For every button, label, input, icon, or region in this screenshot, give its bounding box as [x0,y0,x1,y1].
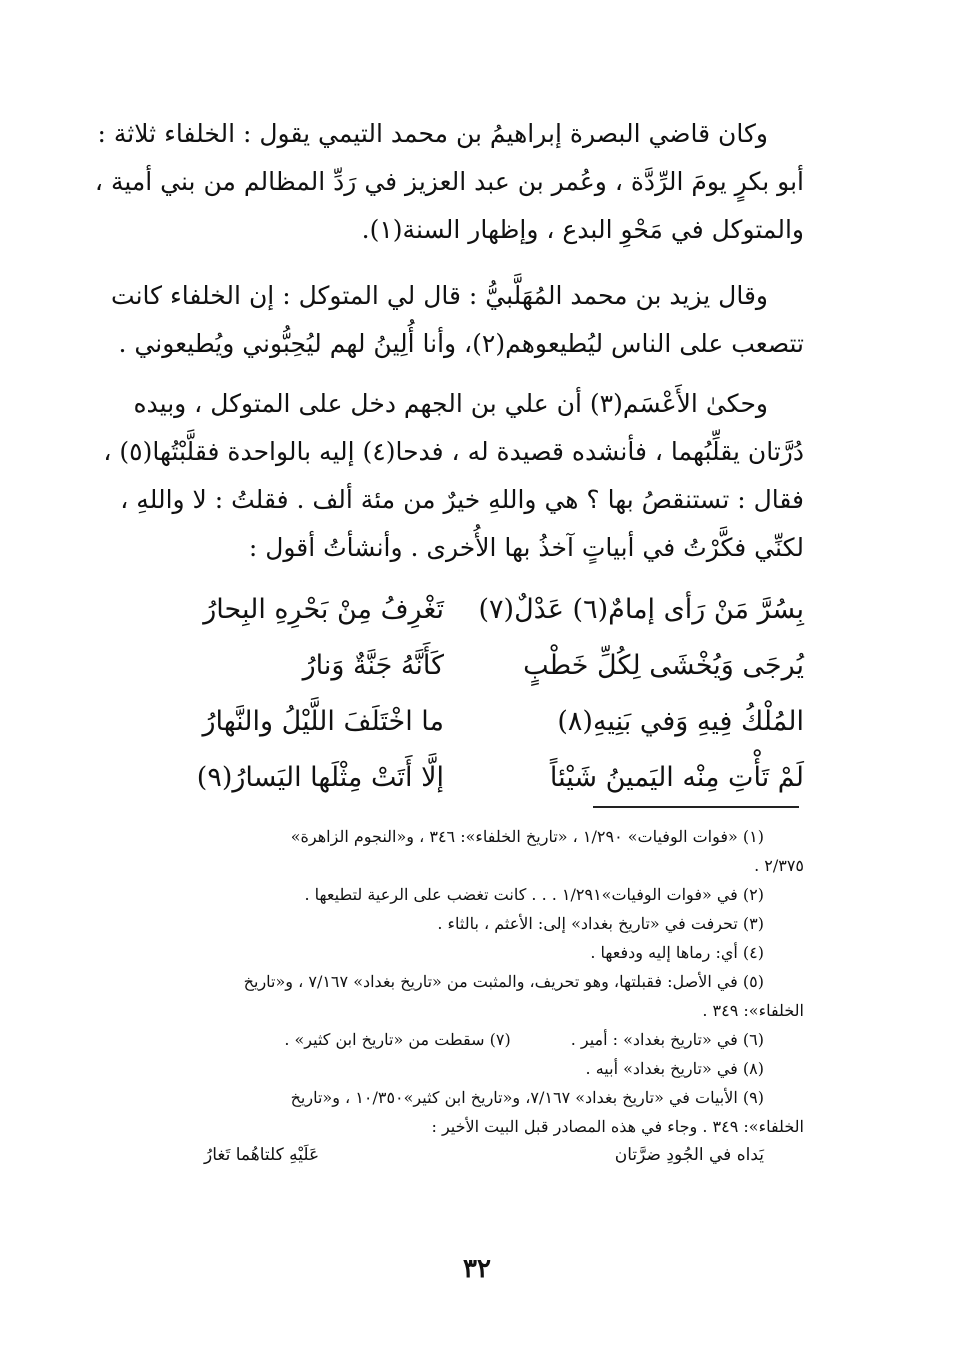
page-number: ٣٢ [463,1254,491,1284]
text-line: تتصعب على الناس ليُطيعوهم(٢)، وأنا أُلِينُ لهم ليُحِبُّوني ويُطيعوني . [118,329,804,358]
text-line: وحكىٰ الأَعْسَم(٣) أن علي بن الجهم دخل على المتوكل ، وبيده [133,389,768,418]
poem-hemistich-first: لَمْ تَأْتِ مِنْه اليَمينُ شَيْئاً [549,762,804,793]
poem-hemistich-first: بِسُرَّ مَنْ رَأى إمامٌ(٦) عَدْلٌ(٧) [478,594,804,625]
footnote-verse [204,1141,804,1170]
footnote-verse-second: عَلَيْهِ كلتاهُما تَغارُ [204,1145,320,1165]
paragraph-yazid-quote [111,272,804,368]
footnote-5-continued: الخلفاء»: ٣٤٩ . [702,1001,804,1020]
footnote-9-continued: الخلفاء»: ٣٤٩ . وجاء في هذه المصادر قبل البيت الأخير : [431,1117,804,1136]
poem-verse [144,638,804,694]
poem [144,582,804,806]
poem-hemistich-second: إلَّا أَتَتْ مِثْلَها اليَسارُ(٩) [196,762,444,793]
paragraph-caliphs-three [94,110,804,254]
text-line: وقال يزيد بن محمد المُهَلَّبيُّ : قال لي المتوكل : إن الخلفاء كانت [111,281,768,310]
poem-hemistich-first: يُرجَى وَيُخْشَى لِكُلِّ خَطْبٍ [523,650,804,681]
footnote-6: (٦) في «تاريخ بغداد» : أمير . [570,1030,764,1049]
text-line: والمتوكل في مَحْوِ البدع ، وإظهار السنة(١). [361,215,804,244]
footnotes [134,822,804,1170]
poem-hemistich-second: تَغْرِفُ مِنْ بَحْرِهِ البِحارُ [203,594,444,625]
footnote-4: (٤) أي: رماها إليه ودفعها . [590,943,764,962]
poem-hemistich-second: كَأَنَّهُ جَنَّةٌ وَنارُ [302,650,444,681]
poem-hemistich-second: ما اخْتَلَفَ اللَّيْلُ والنَّهارُ [202,706,444,737]
text-line: أبو بكرٍ يومَ الرِّدَّة ، وعُمر بن عبد العزيز في رَدِّ المظالم من بني أمية ، [94,167,804,196]
footnote-9: (٩) الأبيات في «تاريخ بغداد» ٧/١٦٧، و«تاريخ ابن كثير»١٠/٣٥٠ ، و«تاريخ [290,1088,764,1107]
paragraph-alasam-story [103,380,804,572]
text-line: دُرَّتان يقلِّبُهما ، فأنشده قصيدة له ، فدحا(٤) إليه بالواحدة فقلَّبْتُها(٥) ، [103,437,804,466]
footnote-5: (٥) في الأصل: فقبلتها، وهو تحريف، والمثبت من «تاريخ بغداد» ٧/١٦٧ ، و«تاريخ [243,972,764,991]
poem-verse [144,582,804,638]
footnote-1: (١) «فوات الوفيات» ١/٢٩٠ ، «تاريخ الخلفاء»: ٣٤٦ ، و«النجوم الزاهرة» [290,827,764,846]
footnote-1-continued: ٢/٣٧٥ . [754,856,804,875]
footnote-3: (٣) تحرفت في «تاريخ بغداد» إلى: الأعثم ، بالثاء . [437,914,764,933]
footnote-7: (٧) سقطت من «تاريخ ابن كثير» . [284,1030,511,1049]
text-line: وكان قاضي البصرة إبراهيمُ بن محمد التيمي يقول : الخلفاء ثلاثة : [97,119,768,148]
poem-verse [144,694,804,750]
text-line: فقال : تستنقصُ بها ؟ هي واللهِ خيرٌ من مئة ألف . فقلتُ : لا واللهِ ، [120,485,804,514]
footnote-row-6-7 [134,1025,804,1054]
footnote-8: (٨) في «تاريخ بغداد» أبيه . [585,1059,764,1078]
poem-verse [144,750,804,806]
poem-hemistich-first: المُلْكُ فِيهِ وَفي بَنِيهِ(٨) [557,706,804,737]
footnote-2: (٢) في «فوات الوفيات»١/٢٩١ . . . كانت تغضب على الرعية لتطيعها . [304,885,764,904]
footnote-verse-first: يَداه في الجُودِ ضرَّتان [614,1145,764,1165]
footnote-separator [593,806,799,808]
text-line: لكنِّي فكَّرْتُ في أبياتٍ آخذُ بها الأُخرى . وأنشأتُ أقول : [248,533,804,562]
